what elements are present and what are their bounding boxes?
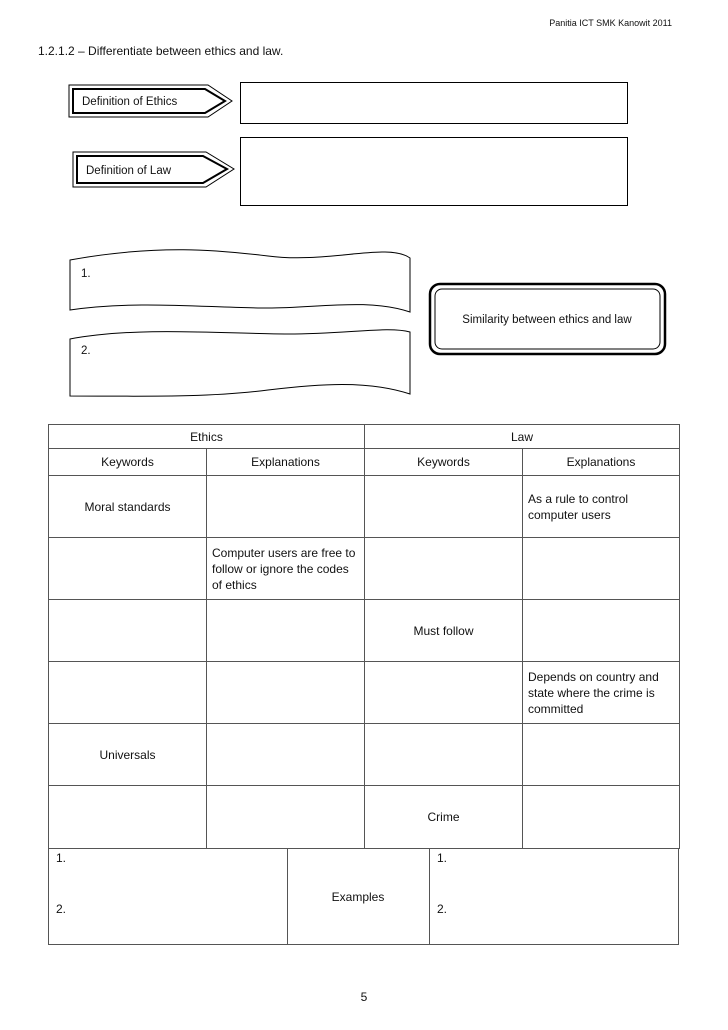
table-row xyxy=(49,476,680,538)
table-cell[interactable] xyxy=(523,538,680,600)
table-row xyxy=(49,662,680,724)
table-cell[interactable] xyxy=(49,600,207,662)
table-cell[interactable] xyxy=(49,538,207,600)
table-cell[interactable] xyxy=(49,786,207,849)
table-row xyxy=(49,786,680,849)
definition-ethics-label: Definition of Ethics xyxy=(82,96,178,108)
table-cell[interactable] xyxy=(365,724,523,786)
group-header-law: Law xyxy=(365,425,680,449)
similarity-number-1: 1. xyxy=(81,268,91,280)
table-cell[interactable]: Must follow xyxy=(365,600,523,662)
divider xyxy=(429,849,430,944)
table-cell[interactable]: Moral standards xyxy=(49,476,207,538)
examples-ethics-1[interactable]: 1. xyxy=(56,851,67,865)
table-cell[interactable] xyxy=(523,600,680,662)
table-cell[interactable]: Computer users are free to follow or ignore the codes of ethics xyxy=(207,538,365,600)
examples-label: Examples xyxy=(331,890,385,904)
section-title: 1.2.1.2 – Differentiate between ethics and law. xyxy=(38,44,284,58)
similarity-box-1[interactable] xyxy=(68,238,413,318)
column-header: Explanations xyxy=(207,449,365,476)
definition-law-box[interactable] xyxy=(240,137,628,206)
table-row xyxy=(49,724,680,786)
table-cell[interactable] xyxy=(207,786,365,849)
table-cell[interactable] xyxy=(365,476,523,538)
column-header: Explanations xyxy=(523,449,680,476)
examples-law-1[interactable]: 1. xyxy=(437,851,448,865)
examples-row xyxy=(48,849,679,945)
page-number: 5 xyxy=(360,990,368,1004)
table-cell[interactable] xyxy=(523,786,680,849)
table-cell[interactable] xyxy=(365,538,523,600)
table-cell[interactable] xyxy=(523,724,680,786)
definition-ethics-box[interactable] xyxy=(240,82,628,124)
group-header-ethics: Ethics xyxy=(49,425,365,449)
document-header: Panitia ICT SMK Kanowit 2011 xyxy=(549,18,672,28)
similarity-label-box xyxy=(429,283,667,355)
table-cell[interactable]: Crime xyxy=(365,786,523,849)
ethics-law-table xyxy=(48,424,680,849)
table-cell[interactable] xyxy=(207,724,365,786)
similarity-label: Similarity between ethics and law xyxy=(462,314,632,326)
table-cell[interactable]: As a rule to control computer users xyxy=(523,476,680,538)
table-cell[interactable] xyxy=(207,476,365,538)
table-cell[interactable] xyxy=(49,662,207,724)
examples-law-2[interactable]: 2. xyxy=(437,902,448,916)
similarity-box-2[interactable] xyxy=(68,324,413,404)
examples-ethics-2[interactable]: 2. xyxy=(56,902,67,916)
table-cell[interactable]: Depends on country and state where the crime is committed xyxy=(523,662,680,724)
definition-law-arrow xyxy=(72,151,242,189)
similarity-number-2: 2. xyxy=(81,345,91,357)
definition-law-label: Definition of Law xyxy=(86,165,172,177)
table-cell[interactable]: Universals xyxy=(49,724,207,786)
table-cell[interactable] xyxy=(207,600,365,662)
definition-ethics-arrow xyxy=(68,82,238,122)
column-header: Keywords xyxy=(49,449,207,476)
column-header: Keywords xyxy=(365,449,523,476)
table-row xyxy=(49,600,680,662)
table-row xyxy=(49,538,680,600)
table-cell[interactable] xyxy=(207,662,365,724)
table-cell[interactable] xyxy=(365,662,523,724)
